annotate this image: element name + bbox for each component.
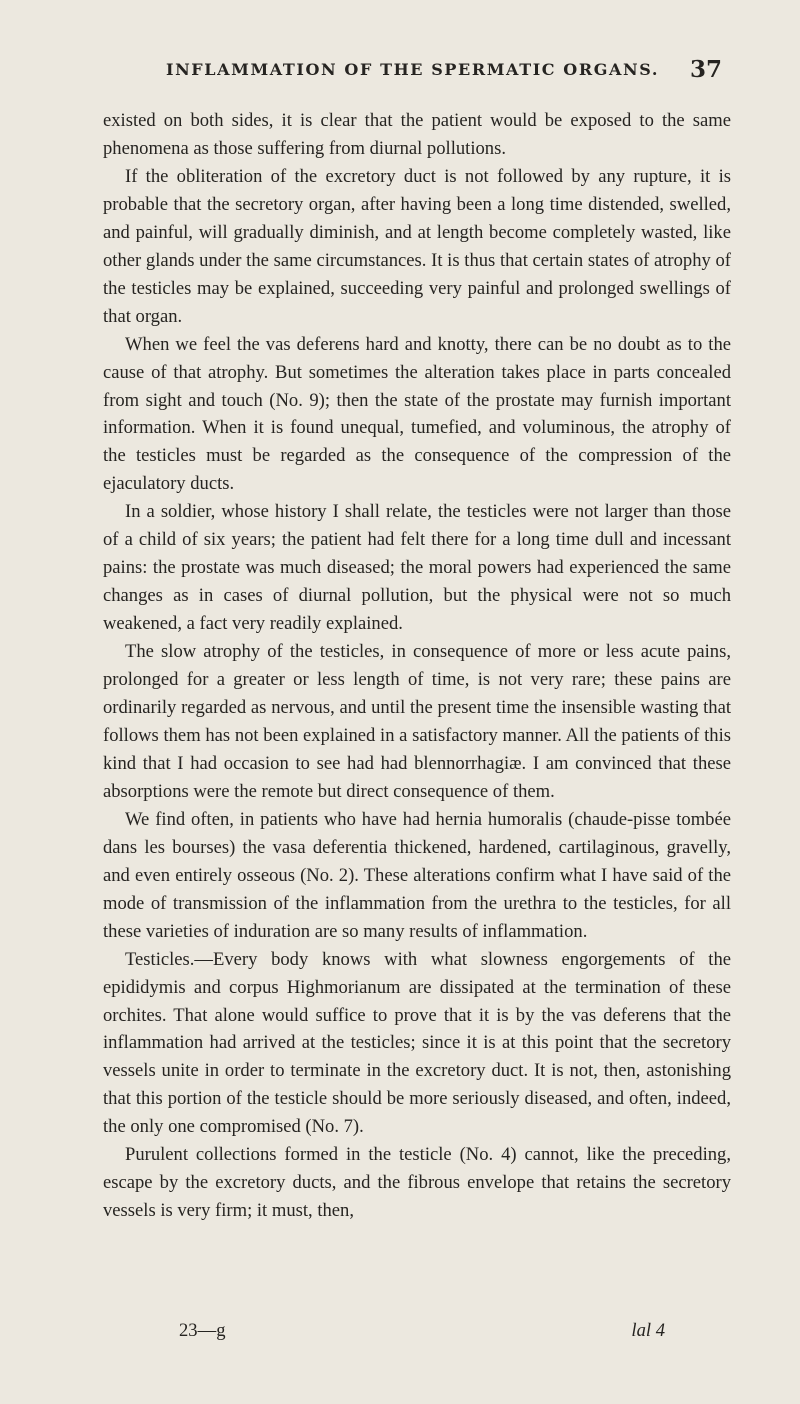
- running-title: INFLAMMATION OF THE SPERMATIC ORGANS.: [166, 60, 659, 79]
- paragraph: existed on both sides, it is clear that the patient would be exposed to the same phenomena as those suffering from diurnal pollutions.: [103, 110, 731, 159]
- paragraph: We find often, in patients who have had hernia humoralis (chaude-pisse tombée dans les bourses) the vasa deferentia thickened, hardened, cartilaginous, gravelly, and even entirely osseous (No. 2). These alterations confirm what I have said of the mode of transmission of the inflammation from the urethra to the testicles, for all these varieties of induration are so many results of inflammation.: [103, 808, 731, 942]
- paragraph: When we feel the vas deferens hard and knotty, there can be no doubt as to the cause of that atrophy. But sometimes the alteration takes place in parts concealed from sight and touch (No. 9); then the state of the prostate may furnish important information. When it is found unequal, tumefied, and voluminous, the atrophy of the testicles must be regarded as the consequence of the compression of the ejaculatory ducts.: [103, 333, 731, 495]
- signature-mark: 23—g: [179, 1320, 226, 1341]
- page-number: 37: [689, 56, 722, 83]
- paragraph: Purulent collections formed in the testicle (No. 4) cannot, like the preceding, escape by the excretory ducts, and the fibrous envelope that retains the secretory vessels is very firm; it must, then,: [103, 1144, 731, 1222]
- running-head: [103, 56, 722, 86]
- paragraph: The slow atrophy of the testicles, in consequence of more or less acute pains, prolonged for a greater or less length of time, is not very rare; these pains are ordinarily regarded as nervous, and until the present time the insensible wasting that follows them has not been explained in a satisfactory manner. All the patients of this kind that I had occasion to see had had blennorrhagiæ. I am convinced that these absorptions were the remote but direct consequence of them.: [103, 641, 731, 802]
- paragraph: In a soldier, whose history I shall relate, the testicles were not larger than those of a child of six years; the patient had felt there for a long time dull and incessant pains: the prostate was much diseased; the moral powers had experienced the same changes as in cases of diurnal pollution, but the physical were not so much weakened, a fact very readily explained.: [103, 501, 731, 635]
- paragraph: If the obliteration of the excretory duct is not followed by any rupture, it is probable that the secretory organ, after having been a long time distended, swelled, and painful, will gradually diminish, and at length become completely wasted, like other glands under the same circumstances. It is thus that certain states of atrophy of the testicles may be explained, succeeding very painful and prolonged swellings of that organ.: [103, 165, 731, 327]
- body-text: [103, 107, 731, 1225]
- paragraph: Testicles.—Every body knows with what slowness engorgements of the epididymis and corpus Highmorianum are dissipated at the termination of these orchites. That alone would suffice to prove that it is by the vas deferens that the inflammation had arrived at the testicles; since it is at this point that the secretory vessels unite in order to terminate in the excretory duct. It is not, then, astonishing that this portion of the testicle should be more seriously diseased, and often, indeed, the only one compromised (No. 7).: [103, 948, 731, 1138]
- catchword: lal 4: [631, 1320, 665, 1341]
